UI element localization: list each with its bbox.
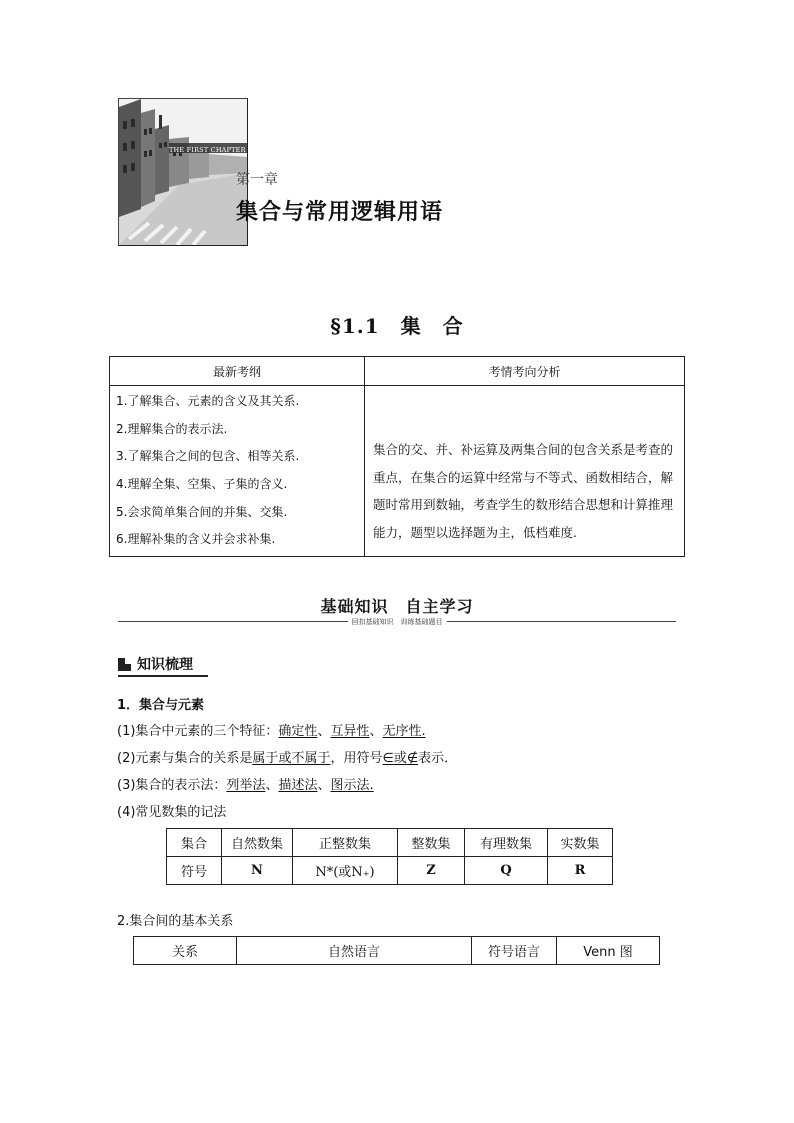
header-latest-outline: 最新考纲 [110,357,365,386]
line1-prefix: (1)集合中元素的三个特征： [117,724,279,739]
cell: 整数集 [398,829,465,857]
requirement-item: 4.理解全集、空集、子集的含义. [116,477,288,492]
answer-distinctness: 互异性 [330,724,370,739]
chapter-photo-caption: THE FIRST CHAPTER [169,146,246,154]
symbol-not-in: ∉ [406,751,419,766]
line2-suffix: 表示． [418,751,458,766]
line2-mid: ，用符号 [330,751,383,766]
cell: 有理数集 [465,829,548,857]
item1-title: 1．集合与元素 [117,698,205,713]
heading-underline [118,675,208,677]
chapter-cover-photo [118,98,248,246]
chapter-number: 第一章 [236,172,278,188]
cell: Venn 图 [557,937,660,965]
or-text: 或 [278,751,292,766]
cell: 正整数集 [293,829,398,857]
cell: 关系 [134,937,237,965]
answer-not-belongs: 不属于 [291,751,331,766]
period: . [421,724,426,739]
line-element-features [117,720,426,739]
number-sets-table [166,828,613,885]
cell: 自然数集 [222,829,293,857]
banner-title: 基础知识 自主学习 [320,597,474,616]
requirement-item: 5.会求简单集合间的并集、交集. [116,504,288,519]
requirement-item: 6.理解补集的含义并会求补集. [116,532,276,547]
chapter-title: 集合与常用逻辑用语 [236,200,444,225]
knowledge-heading [118,654,193,674]
separator: 、 [317,724,331,739]
cell: 集合 [167,829,222,857]
cell: 符号语言 [472,937,557,965]
or-text: 或 [393,751,407,766]
requirements-cell [110,386,365,557]
knowledge-heading-text: 知识梳理 [137,657,193,673]
cell: R [548,857,613,885]
exam-outline-table [109,356,685,557]
answer-enumeration: 列举法 [226,778,266,793]
section-title: §1.1 集 合 [330,314,464,338]
cell: 自然语言 [237,937,472,965]
requirement-item: 3.了解集合之间的包含、相等关系. [116,449,300,464]
answer-description: 描述法 [278,778,318,793]
answer-determinacy: 确定性 [278,724,318,739]
answer-diagram: 图示法 [330,778,370,793]
set-relations-table [133,936,660,965]
symbol-in: ∈ [382,751,394,766]
period: . [369,778,374,793]
item2-title: 2.集合间的基本关系 [117,914,234,929]
cell: 实数集 [548,829,613,857]
banner-subtitle [0,617,794,627]
answer-unorderedness: 无序性 [382,724,422,739]
line-number-sets: (4)常见数集的记法 [117,805,227,820]
line2-prefix: (2)元素与集合的关系是 [117,751,253,766]
analysis-cell: 集合的交、并、补运算及两集合间的包含关系是考查的重点，在集合的运算中经常与不等式、函数相结合，解题时常用到数轴，考查学生的数形结合思想和计算推理能力，题型以选择题为主，低档难度. [365,386,685,557]
requirement-item: 2.理解集合的表示法. [116,421,228,436]
cell: N*(或N₊) [293,857,398,885]
cell: N [222,857,293,885]
line-element-relation [117,747,457,766]
header-exam-analysis: 考情考向分析 [365,357,685,386]
banner-subtitle-text: 回扣基础知识 训练基础题目 [348,618,447,626]
separator: 、 [317,778,331,793]
cell: Z [398,857,465,885]
square-marker-icon [118,658,131,671]
answer-belongs: 属于 [252,751,279,766]
requirement-item: 1.了解集合、元素的含义及其关系. [116,394,300,408]
line3-prefix: (3)集合的表示法： [117,778,227,793]
cell: Q [465,857,548,885]
cell: 符号 [167,857,222,885]
separator: 、 [265,778,279,793]
separator: 、 [369,724,383,739]
line-representation [117,774,374,793]
